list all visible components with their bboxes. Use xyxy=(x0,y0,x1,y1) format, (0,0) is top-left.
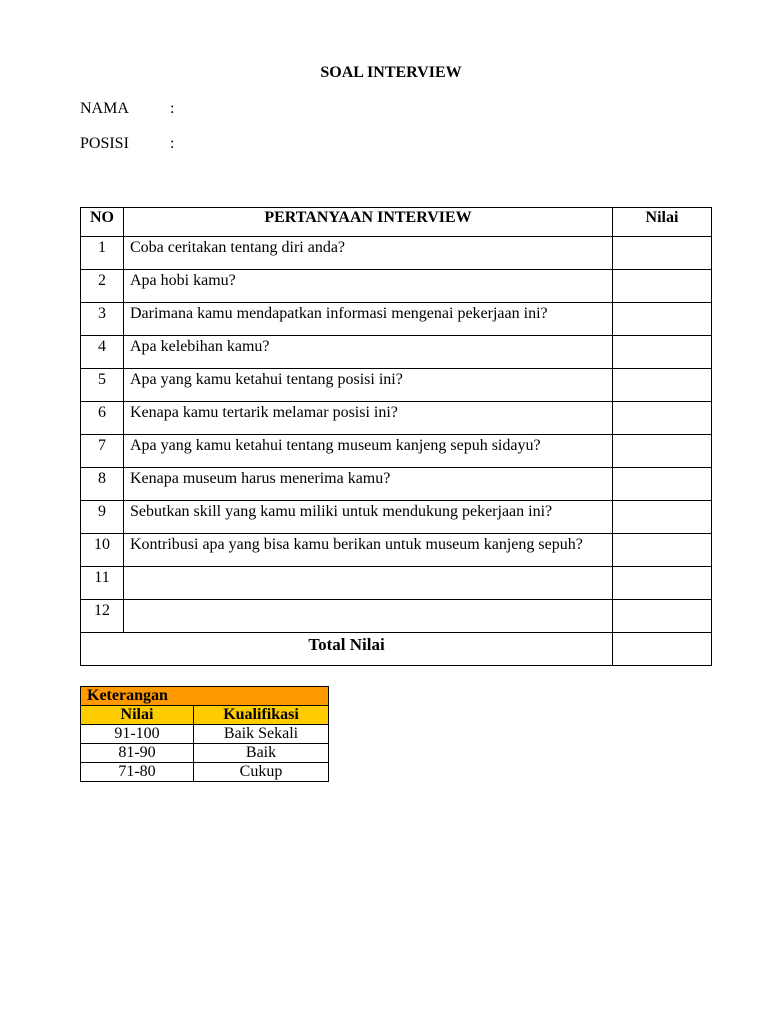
legend-qualification: Baik xyxy=(194,744,329,763)
table-row xyxy=(81,237,712,270)
row-number: 7 xyxy=(81,435,124,468)
total-label: Total Nilai xyxy=(81,633,613,666)
legend-header-score: Nilai xyxy=(81,706,194,725)
legend-table xyxy=(80,686,329,782)
legend-title: Keterangan xyxy=(81,687,329,706)
legend-header-row xyxy=(81,706,329,725)
table-row xyxy=(81,567,712,600)
row-question: Apa kelebihan kamu? xyxy=(124,336,613,369)
row-score-cell xyxy=(613,270,712,303)
row-question: Coba ceritakan tentang diri anda? xyxy=(124,237,613,270)
nama-label: NAMA xyxy=(80,100,129,117)
legend-row xyxy=(81,744,329,763)
header-question: PERTANYAAN INTERVIEW xyxy=(124,208,613,237)
nama-field xyxy=(80,100,174,118)
row-number: 12 xyxy=(81,600,124,633)
row-number: 2 xyxy=(81,270,124,303)
table-row xyxy=(81,270,712,303)
row-number: 8 xyxy=(81,468,124,501)
header-score: Nilai xyxy=(613,208,712,237)
table-row xyxy=(81,534,712,567)
table-row xyxy=(81,402,712,435)
legend-qualification: Cukup xyxy=(194,763,329,782)
row-score-cell xyxy=(613,402,712,435)
total-row xyxy=(81,633,712,666)
legend-score: 71-80 xyxy=(81,763,194,782)
legend-score: 81-90 xyxy=(81,744,194,763)
row-number: 9 xyxy=(81,501,124,534)
row-question: Kenapa museum harus menerima kamu? xyxy=(124,468,613,501)
row-score-cell xyxy=(613,237,712,270)
legend-row xyxy=(81,725,329,744)
table-row xyxy=(81,501,712,534)
row-question: Apa hobi kamu? xyxy=(124,270,613,303)
interview-questions-table xyxy=(80,207,712,666)
legend-score: 91-100 xyxy=(81,725,194,744)
table-row xyxy=(81,369,712,402)
table-row xyxy=(81,336,712,369)
table-row xyxy=(81,600,712,633)
row-number: 11 xyxy=(81,567,124,600)
row-score-cell xyxy=(613,303,712,336)
row-question: Apa yang kamu ketahui tentang museum kanjeng sepuh sidayu? xyxy=(124,435,613,468)
legend-header-qualification: Kualifikasi xyxy=(194,706,329,725)
row-question xyxy=(124,600,613,633)
row-score-cell xyxy=(613,567,712,600)
row-question: Darimana kamu mendapatkan informasi mengenai pekerjaan ini? xyxy=(124,303,613,336)
row-number: 10 xyxy=(81,534,124,567)
row-question: Apa yang kamu ketahui tentang posisi ini? xyxy=(124,369,613,402)
total-score-cell xyxy=(613,633,712,666)
legend-qualification: Baik Sekali xyxy=(194,725,329,744)
page-title: SOAL INTERVIEW xyxy=(320,64,462,81)
row-score-cell xyxy=(613,534,712,567)
row-number: 3 xyxy=(81,303,124,336)
row-score-cell xyxy=(613,435,712,468)
row-score-cell xyxy=(613,468,712,501)
row-score-cell xyxy=(613,336,712,369)
row-number: 4 xyxy=(81,336,124,369)
row-question xyxy=(124,567,613,600)
posisi-label: POSISI xyxy=(80,135,129,152)
row-score-cell xyxy=(613,369,712,402)
posisi-field xyxy=(80,135,174,153)
nama-separator: : xyxy=(170,100,175,117)
legend-row xyxy=(81,763,329,782)
row-number: 6 xyxy=(81,402,124,435)
row-score-cell xyxy=(613,501,712,534)
row-number: 1 xyxy=(81,237,124,270)
table-row xyxy=(81,435,712,468)
header-no: NO xyxy=(81,208,124,237)
row-number: 5 xyxy=(81,369,124,402)
table-row xyxy=(81,303,712,336)
table-header-row xyxy=(81,208,712,237)
row-question: Kenapa kamu tertarik melamar posisi ini? xyxy=(124,402,613,435)
row-question: Sebutkan skill yang kamu miliki untuk mendukung pekerjaan ini? xyxy=(124,501,613,534)
posisi-separator: : xyxy=(170,135,175,152)
table-row xyxy=(81,468,712,501)
row-question: Kontribusi apa yang bisa kamu berikan untuk museum kanjeng sepuh? xyxy=(124,534,613,567)
row-score-cell xyxy=(613,600,712,633)
legend-title-row xyxy=(81,687,329,706)
